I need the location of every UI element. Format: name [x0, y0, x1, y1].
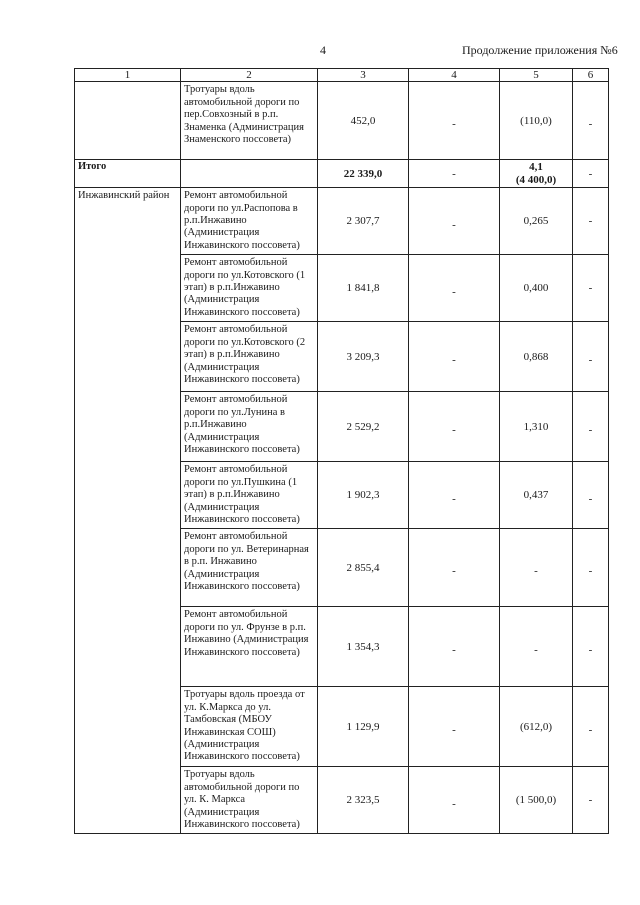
value-col4: -	[409, 322, 500, 392]
value-col3: 2 307,7	[318, 188, 409, 255]
value-col5: (1 500,0)	[500, 767, 573, 834]
value-col5: 0,437	[500, 462, 573, 529]
total-col5-line2: (4 400,0)	[515, 173, 557, 186]
value-col4: -	[409, 392, 500, 462]
value-col5: 0,400	[500, 255, 573, 322]
value-col5: 0,868	[500, 322, 573, 392]
value-col3: 1 902,3	[318, 462, 409, 529]
value-col5: (110,0)	[500, 82, 573, 160]
description-cell: Тротуары вдоль проезда от ул. К.Маркса до ул. Тамбовская (МБОУ Инжавинская СОШ) (Администрация Инжавинского поссовета)	[181, 687, 318, 767]
header-cell-4: 4	[409, 69, 500, 82]
description-cell: Тротуары вдоль автомобильной дороги по пер.Совхозный в р.п. Знаменка (Администрация Знаменского поссовета)	[181, 82, 318, 160]
value-col4: -	[409, 462, 500, 529]
value-col4: -	[409, 767, 500, 834]
value-col3: 3 209,3	[318, 322, 409, 392]
total-col3: 22 339,0	[318, 160, 409, 188]
header-cell-1: 1	[75, 69, 181, 82]
total-col4: -	[409, 160, 500, 188]
value-col6: -	[573, 529, 609, 607]
value-col4: -	[409, 188, 500, 255]
header-cell-2: 2	[181, 69, 318, 82]
value-col3: 1 841,8	[318, 255, 409, 322]
table-header-row	[75, 69, 609, 82]
value-col6: -	[573, 82, 609, 160]
value-col3: 2 529,2	[318, 392, 409, 462]
total-col5	[500, 160, 573, 188]
value-col6: -	[573, 687, 609, 767]
value-col6: -	[573, 255, 609, 322]
description-cell: Ремонт автомобильной дороги по ул.Распопова в р.п.Инжавино (Администрация Инжавинского поссовета)	[181, 188, 318, 255]
description-cell: Ремонт автомобильной дороги по ул.Лунина в р.п.Инжавино (Администрация Инжавинского поссовета)	[181, 392, 318, 462]
value-col6: -	[573, 322, 609, 392]
value-col3: 1 354,3	[318, 607, 409, 687]
value-col3: 1 129,9	[318, 687, 409, 767]
description-cell: Ремонт автомобильной дороги по ул.Котовского (2 этап) в р.п.Инжавино (Администрация Инжавинского поссовета)	[181, 322, 318, 392]
page-number: 4	[320, 43, 326, 57]
appendix-table	[74, 68, 609, 834]
header-cell-6: 6	[573, 69, 609, 82]
header-cell-5: 5	[500, 69, 573, 82]
table-row	[75, 82, 609, 160]
value-col4: -	[409, 687, 500, 767]
value-col5: 0,265	[500, 188, 573, 255]
value-col4: -	[409, 255, 500, 322]
value-col4: -	[409, 529, 500, 607]
value-col5: (612,0)	[500, 687, 573, 767]
value-col3: 2 323,5	[318, 767, 409, 834]
value-col5: -	[500, 529, 573, 607]
total-col6: -	[573, 160, 609, 188]
value-col6: -	[573, 392, 609, 462]
value-col3: 2 855,4	[318, 529, 409, 607]
description-cell: Ремонт автомобильной дороги по ул.Котовского (1 этап) в р.п.Инжавино (Администрация Инжавинского поссовета)	[181, 255, 318, 322]
value-col3: 452,0	[318, 82, 409, 160]
value-col6: -	[573, 767, 609, 834]
value-col5: 1,310	[500, 392, 573, 462]
district-name: Инжавинский район	[75, 188, 181, 834]
value-col6: -	[573, 462, 609, 529]
description-cell: Тротуары вдоль автомобильной дороги по ул. К. Маркса (Администрация Инжавинского поссовета)	[181, 767, 318, 834]
description-cell: Ремонт автомобильной дороги по ул.Пушкина (1 этап) в р.п.Инжавино (Администрация Инжавинского поссовета)	[181, 462, 318, 529]
district-cell	[75, 82, 181, 160]
table-row	[75, 188, 609, 255]
total-col5-line1: 4,1	[529, 161, 543, 174]
total-empty	[181, 160, 318, 188]
header-cell-3: 3	[318, 69, 409, 82]
total-label: Итого	[75, 160, 181, 188]
total-row	[75, 160, 609, 188]
value-col4: -	[409, 82, 500, 160]
description-cell: Ремонт автомобильной дороги по ул. Фрунзе в р.п. Инжавино (Администрация Инжавинского поссовета)	[181, 607, 318, 687]
value-col6: -	[573, 607, 609, 687]
value-col4: -	[409, 607, 500, 687]
description-cell: Ремонт автомобильной дороги по ул. Ветеринарная в р.п. Инжавино (Администрация Инжавинского поссовета)	[181, 529, 318, 607]
value-col5: -	[500, 607, 573, 687]
value-col6: -	[573, 188, 609, 255]
continuation-label: Продолжение приложения №6	[462, 43, 618, 57]
